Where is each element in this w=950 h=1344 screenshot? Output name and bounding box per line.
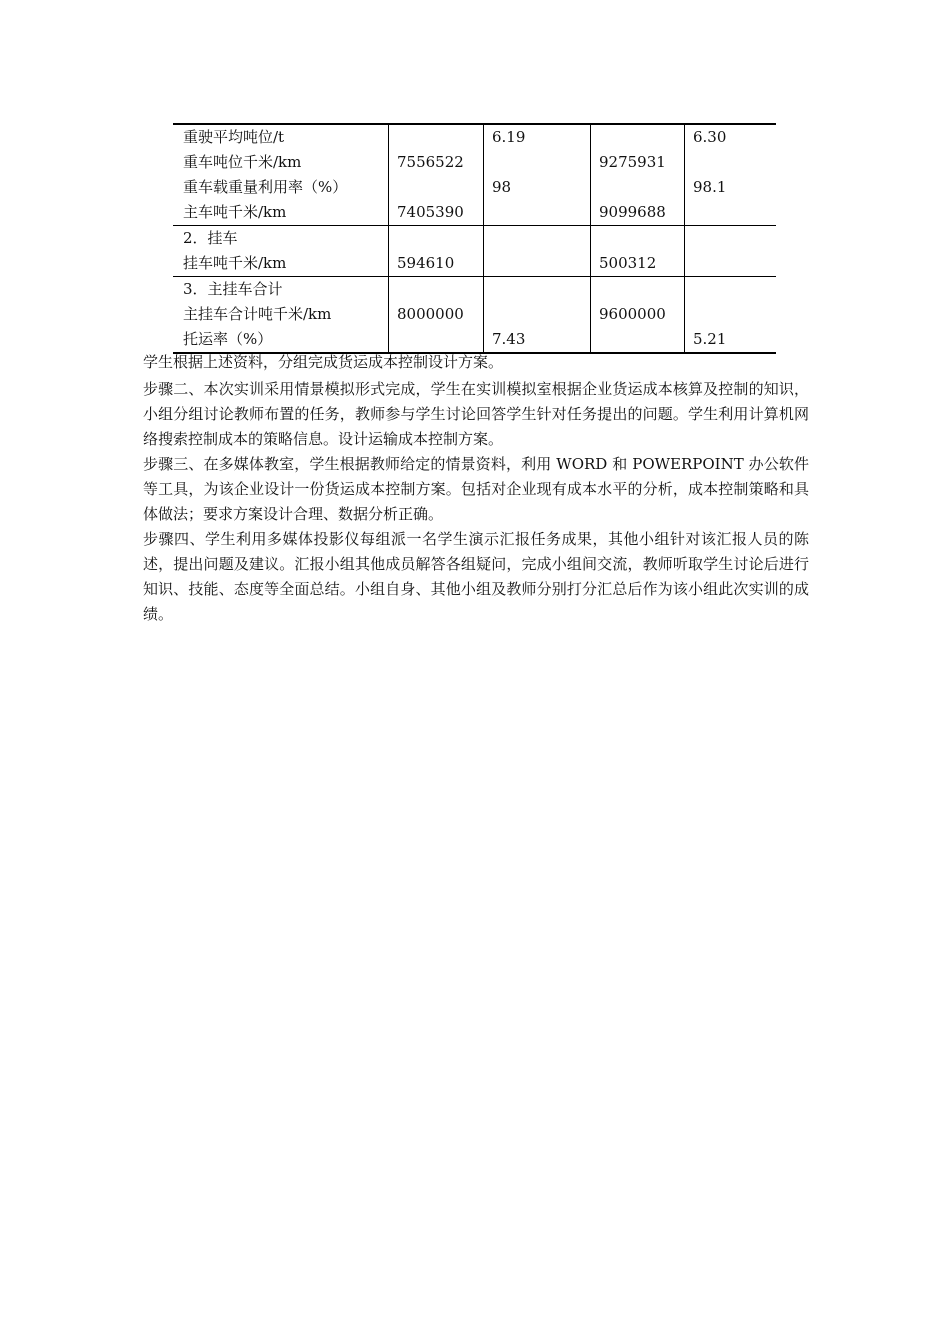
label-column — [173, 124, 389, 226]
cell-value: 98.1 — [693, 178, 727, 196]
cell-value: 9099688 — [599, 203, 666, 221]
row-label: 主车吨千米/km — [183, 203, 287, 221]
cell-value — [599, 125, 684, 150]
row-label: 托运率（%） — [183, 330, 273, 348]
value-column-1 — [389, 226, 484, 277]
value-column-1 — [389, 124, 484, 226]
value-column-2 — [484, 124, 591, 226]
row-label: 重车载重量利用率（%） — [183, 178, 348, 196]
row-label: 挂车吨千米/km — [183, 254, 287, 272]
cell-value — [693, 200, 776, 225]
cell-value: 98 — [492, 178, 512, 196]
cell-value — [397, 226, 483, 251]
value-column-3 — [591, 124, 685, 226]
cell-value: 500312 — [599, 254, 657, 272]
cell-value: 7.43 — [492, 330, 526, 348]
cell-value — [492, 226, 590, 251]
cell-value — [492, 251, 590, 276]
value-column-2 — [484, 277, 591, 354]
row-label: 3．主挂车合计 — [183, 280, 283, 298]
value-column-3 — [591, 226, 685, 277]
row-label: 2．挂车 — [183, 229, 238, 247]
table-group-main-vehicle — [173, 124, 776, 226]
paragraph-step-three: 步骤三、在多媒体教室，学生根据教师给定的情景资料，利用 WORD 和 POWERPOINT 办公软件等工具，为该企业设计一份货运成本控制方案。包括对企业现有成本水平的分析，成本控制策略和具体做法；要求方案设计合理、数据分析正确。 — [143, 455, 809, 523]
cell-value — [397, 175, 483, 200]
cell-value — [492, 150, 590, 175]
row-label: 主挂车合计吨千米/km — [183, 305, 332, 323]
cell-value — [599, 226, 684, 251]
cell-value — [693, 251, 776, 276]
cell-value: 9600000 — [599, 305, 666, 323]
row-label: 重驶平均吨位/t — [183, 128, 285, 146]
cell-value: 7556522 — [397, 153, 464, 171]
value-column-4 — [685, 226, 777, 277]
table-group-total — [173, 277, 776, 354]
value-column-4 — [685, 124, 777, 226]
cell-value — [397, 125, 483, 150]
cell-value: 9275931 — [599, 153, 666, 171]
cell-value — [599, 277, 684, 302]
cell-value — [397, 327, 483, 352]
cell-value — [693, 150, 776, 175]
paragraph-intro: 学生根据上述资料，分组完成货运成本控制设计方案。 — [143, 353, 504, 371]
cell-value: 6.30 — [693, 128, 727, 146]
cell-value: 594610 — [397, 254, 455, 272]
cell-value — [397, 277, 483, 302]
cell-value — [599, 175, 684, 200]
cell-value — [599, 327, 684, 352]
cell-value — [492, 277, 590, 302]
cell-value — [693, 302, 776, 327]
cell-value — [693, 226, 776, 251]
paragraph-step-four: 步骤四、学生利用多媒体投影仪每组派一名学生演示汇报任务成果，其他小组针对该汇报人员的陈述，提出问题及建议。汇报小组其他成员解答各组疑问，完成小组间交流，教师听取学生讨论后进行知识、技能、态度等全面总结。小组自身、其他小组及教师分别打分汇总后作为该小组此次实训的成绩。 — [143, 530, 809, 623]
paragraph-step-two: 步骤二、本次实训采用情景模拟形式完成，学生在实训模拟室根据企业货运成本核算及控制的知识，小组分组讨论教师布置的任务，教师参与学生讨论回答学生针对任务提出的问题。学生利用计算机网络搜索控制成本的策略信息。设计运输成本控制方案。 — [143, 380, 809, 448]
table-group-trailer — [173, 226, 776, 277]
value-column-2 — [484, 226, 591, 277]
cell-value: 6.19 — [492, 128, 526, 146]
row-label: 重车吨位千米/km — [183, 153, 302, 171]
cell-value — [492, 302, 590, 327]
value-column-1 — [389, 277, 484, 354]
cost-data-table — [173, 123, 776, 354]
cell-value: 5.21 — [693, 330, 727, 348]
label-column — [173, 226, 389, 277]
cell-value — [492, 200, 590, 225]
value-column-4 — [685, 277, 777, 354]
cell-value — [693, 277, 776, 302]
cell-value: 7405390 — [397, 203, 464, 221]
label-column — [173, 277, 389, 354]
value-column-3 — [591, 277, 685, 354]
cell-value: 8000000 — [397, 305, 464, 323]
